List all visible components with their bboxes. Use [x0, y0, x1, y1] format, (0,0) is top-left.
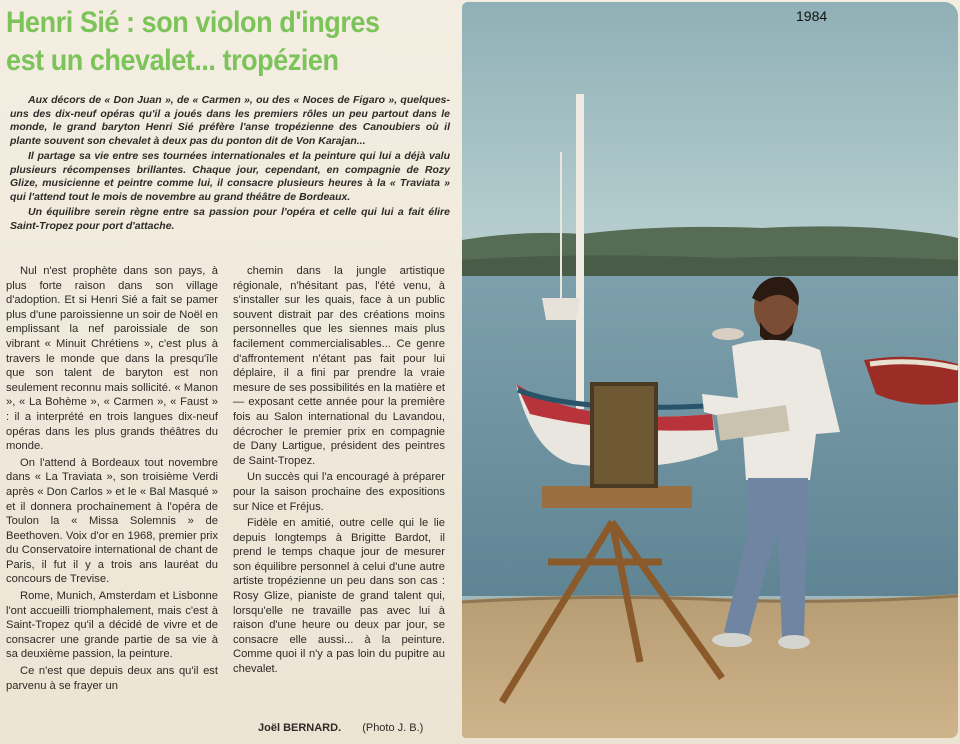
headline-line-1: Henri Sié : son violon d'ingres: [6, 6, 380, 39]
article-column-1: [6, 264, 218, 695]
column1-paragraph-1: Nul n'est prophète dans son pays, à plus forte raison dans son village d'adoption. Et si Henri Sié a fait se pamer plus d'une paroissienne un soir de Noël en emplissant la nef paroissiale de son vibrant « Minuit Chrétiens », c'est plus à travers le monde que dans la presqu'île que son talent de baryton est non seulement reconnu mais sollicité. « Manon », « La Bohème », « Carmen », « Faust » : il a interprété en trois langues dix-neuf opéras dans les plus grands théâtres du monde.: [6, 265, 218, 453]
canvas-frame: [594, 386, 654, 484]
article-column-2: [233, 264, 445, 679]
painter-shoe-left: [712, 633, 752, 647]
column1-paragraph-3: Rome, Munich, Amsterdam et Lisbonne l'ont accueilli triomphalement, mais c'est à Saint-Tropez qu'il a décidé de vivre et de consacrer une grande partie de sa vie à sa deuxième passion, la peinture.: [6, 590, 218, 661]
painter-at-easel-illustration: [462, 2, 958, 738]
sky: [462, 2, 958, 252]
easel-tray: [542, 486, 692, 508]
article-photo: [462, 2, 958, 738]
column2-paragraph-2: Un succès qui l'a encouragé à préparer pour la saison prochaine des expositions sur Nice et Fréjus.: [233, 471, 445, 513]
column1-paragraph-4: Ce n'est que depuis deux ans qu'il est parvenu à se frayer un: [6, 665, 218, 692]
lead-paragraph-1: Aux décors de « Don Juan », de « Carmen », ou des « Noces de Figaro », quelques-uns des dix-neuf opéras qu'il a joués dans les premiers rôles un peu partout dans le monde, le grand baryton Henri Sié préfère l'anse tropézienne des Canoubiers où il plante souvent son chevalet à deux pas du ponton dit de Von Karajan...: [10, 94, 450, 147]
byline: [258, 722, 458, 734]
author-name: Joël BERNARD.: [258, 722, 342, 734]
photo-credit: (Photo J. B.): [362, 722, 424, 734]
painter-shoe-right: [778, 635, 810, 649]
column2-paragraph-1: chemin dans la jungle artistique régionale, n'hésitant pas, l'été venu, à s'installer sur les quais, face à un public souvent distrait par des créations moins personnelles que les siennes mais plus facilement commercialisables... Ce genre d'affrontement n'étant pas fait pour lui déplaire, il a fini par prendre la vraie mesure de ses possibilités en la matière et — exposant cette année pour la première fois au Salon international du Lavandou, décrocher le premier prix en compagnie de Dany Lartigue, président des peintres de Saint-Tropez.: [233, 265, 445, 467]
lead-paragraph-3: Un équilibre serein règne entre sa passion pour l'opéra et celle qui lui a fait élire Saint-Tropez pour port d'attache.: [10, 206, 450, 232]
column2-paragraph-3: Fidèle en amitié, outre celle qui le lie depuis longtemps à Brigitte Bardot, il prend le temps chaque jour de mesurer son équilibre personnel à celui d'une autre artiste tropézienne un peu dans son cas : Rosy Glize, pianiste de grand talent qui, lorsqu'elle ne travaille pas avec lui à raison d'une heure ou deux par jour, se consacre elle aussi... à la peinture. Comme quoi il n'y a pas loin du pupitre au chevalet.: [233, 517, 445, 676]
article-headline: [6, 4, 411, 80]
headline-line-2: est un chevalet... tropézien: [6, 44, 339, 77]
article-lead: [10, 94, 450, 235]
lead-paragraph-2: Il partage sa vie entre ses tournées internationales et la peinture qui lui a déjà valu plusieurs récompenses brillantes. Chaque jour, cependant, en compagnie de Rozy Glize, musicienne et peintre comme lui, il consacre plusieurs heures à la « Traviata » qui l'attend tout le mois de novembre au grand théâtre de Bordeaux.: [10, 150, 450, 203]
small-boat-icon: [712, 328, 744, 340]
year-label: 1984: [796, 8, 828, 24]
hill-shadow: [462, 255, 958, 278]
column1-paragraph-2: On l'attend à Bordeaux tout novembre dans « La Traviata », son troisième Verdi après « Don Carlos » et le « Bal Masqué » et il donnera prochainement à l'opéra de Toulon la « Missa Solemnis » de Beethoven. Voix d'or en 1968, premier prix du Conservatoire international de chant de Paris, il fut il y a trois ans lauréat du concours de Trevise.: [6, 456, 218, 586]
